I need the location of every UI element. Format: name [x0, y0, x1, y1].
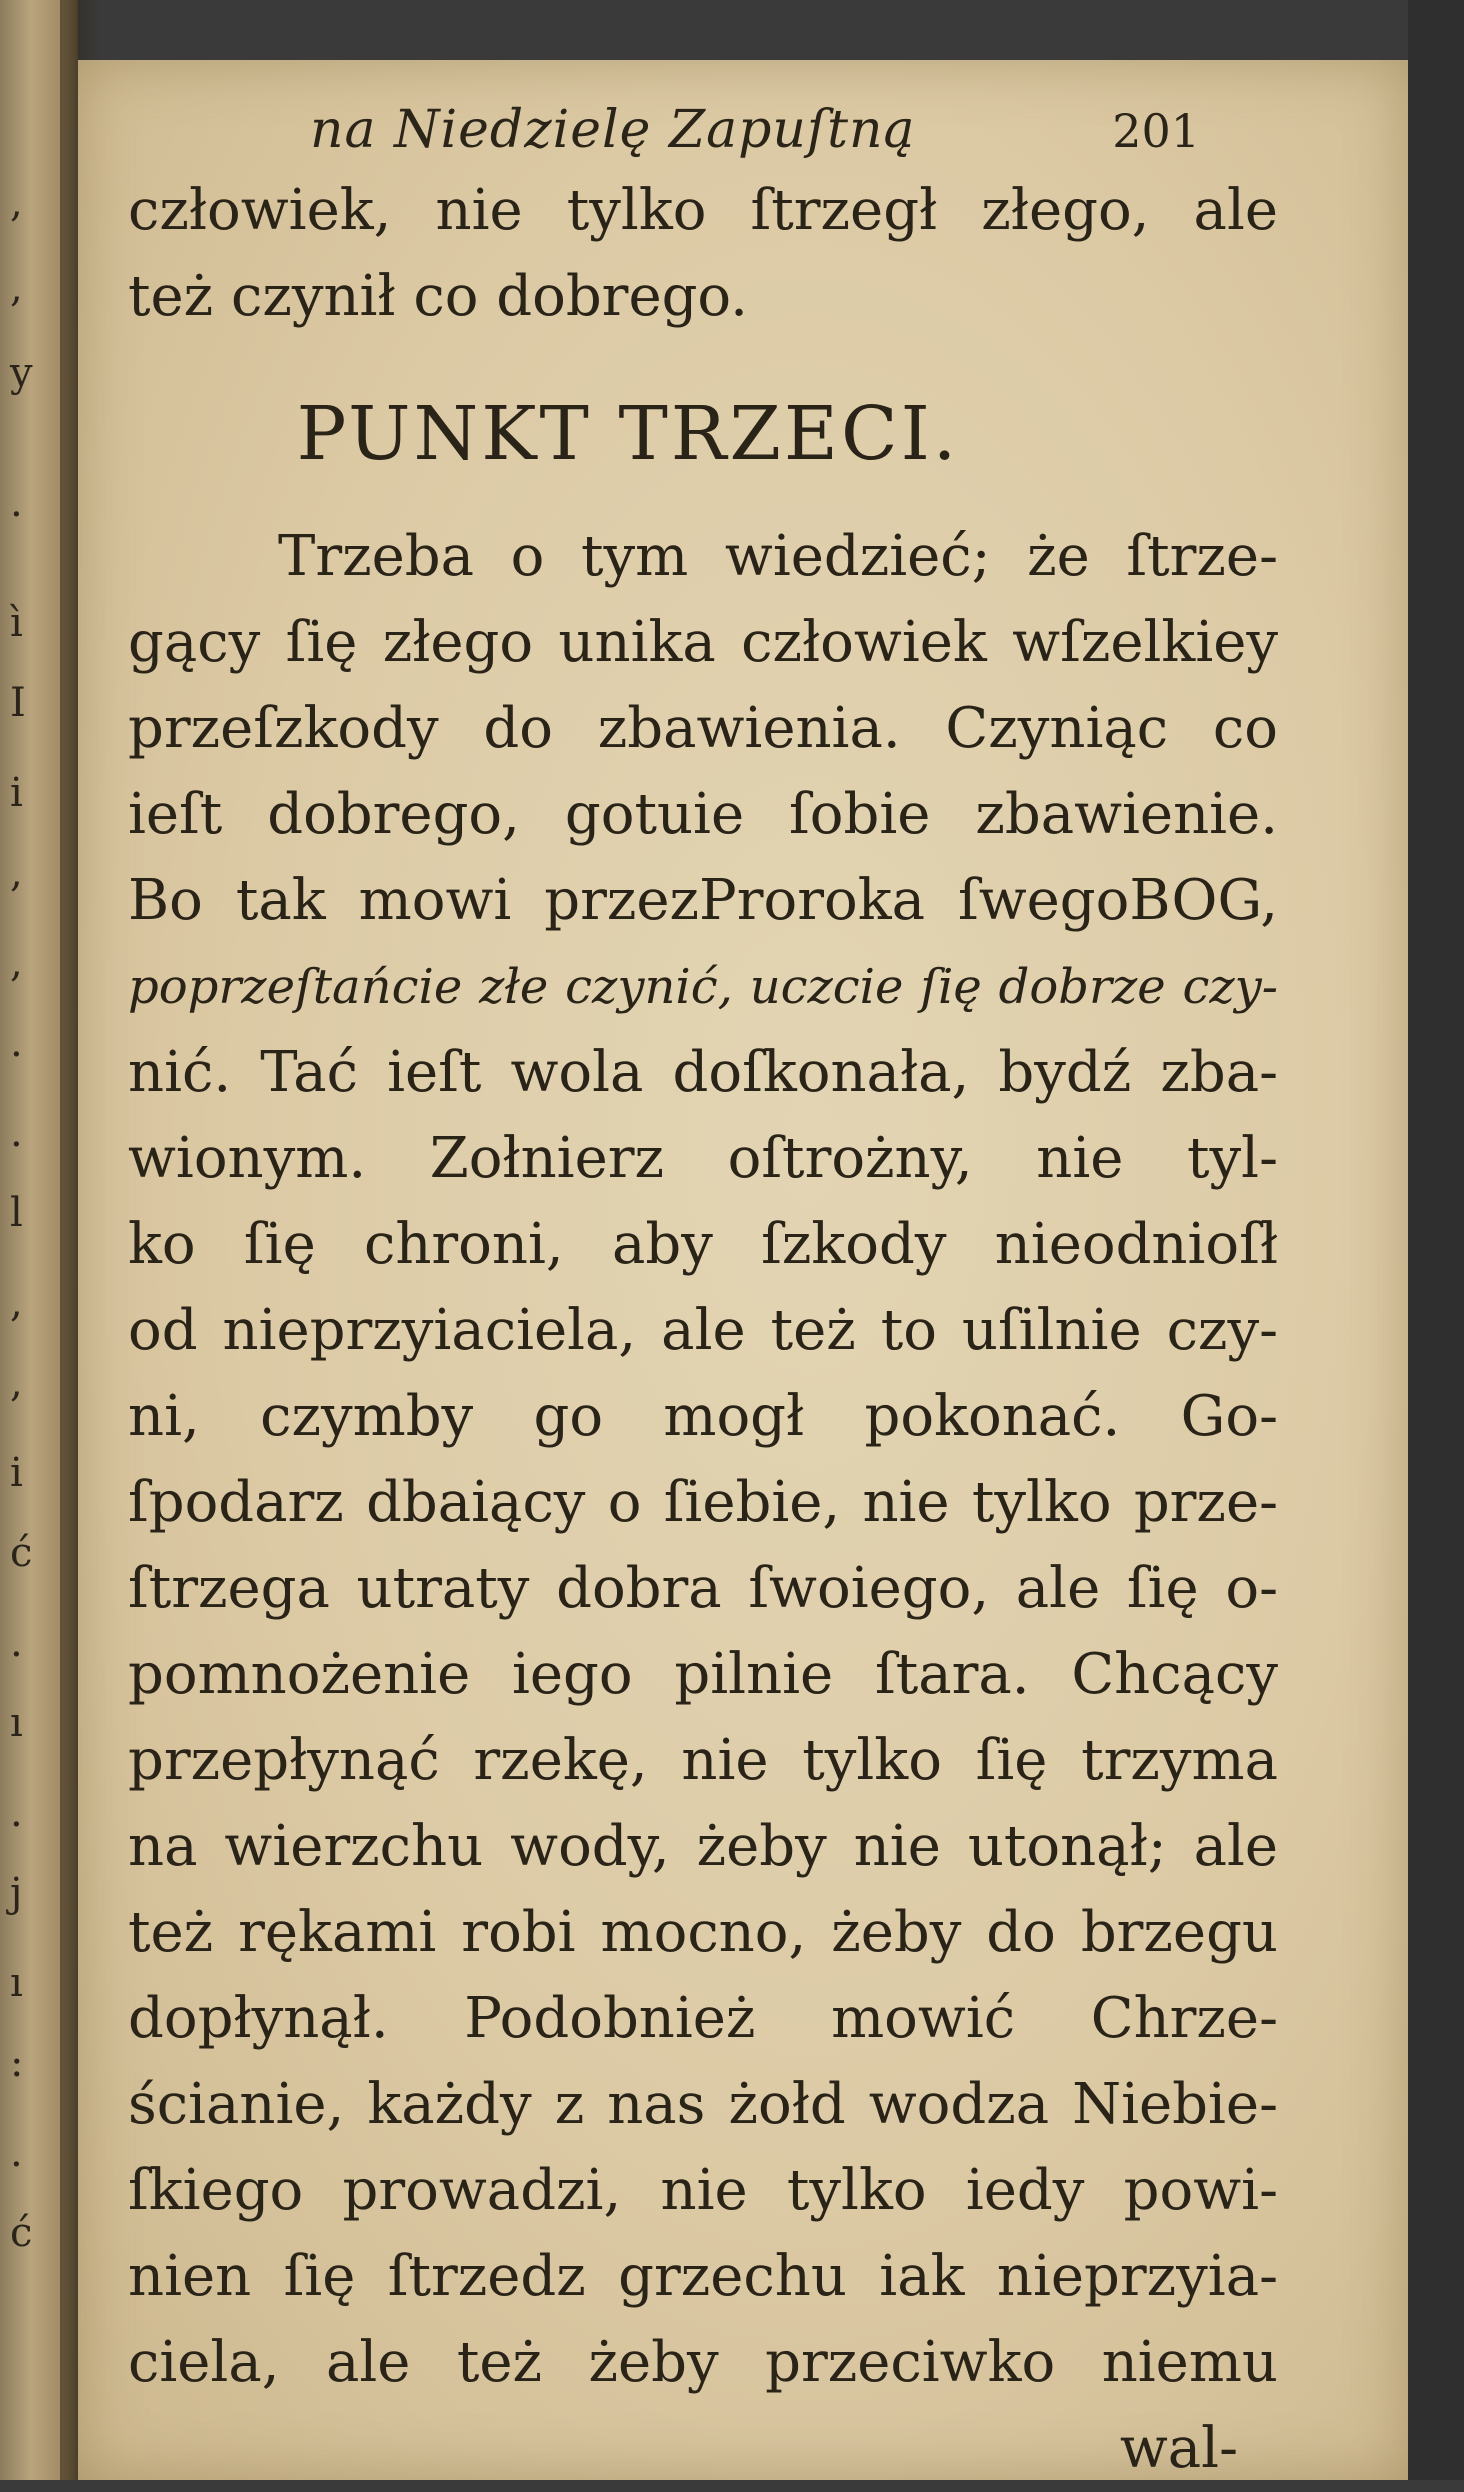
previous-page-fragment: l [10, 1190, 23, 1236]
previous-page-fragment: . [10, 1790, 23, 1836]
text-line: Trzeba o tym wiedzieć; że ſtrze- [278, 524, 1278, 589]
previous-page-fragment: j [10, 1870, 23, 1916]
previous-page-fragment: , [10, 265, 23, 311]
previous-page-fragment: I [10, 680, 26, 726]
text-line: Bo tak mowi przezProroka ſwegoBOG, [128, 868, 1278, 933]
text-line: ſpodarz dbaiący o ſiebie, nie tylko prze- [128, 1470, 1278, 1535]
text-line: przepłynąć rzekę, nie tylko ſię trzyma [128, 1728, 1278, 1793]
text-line: też czynił co dobrego. [128, 264, 748, 329]
previous-page-fragment: , [10, 1360, 23, 1406]
text-line: człowiek, nie tylko ſtrzegł złego, ale [128, 178, 1278, 243]
text-line: gący ſię złego unika człowiek wſzelkiey [128, 610, 1278, 675]
text-line: nić. Tać ieſt wola doſkonała, bydź zba- [128, 1040, 1278, 1105]
text-line: od nieprzyiaciela, ale też to uſilnie czy- [128, 1298, 1278, 1363]
text-line: ni, czymby go mogł pokonać. Go- [128, 1384, 1278, 1449]
previous-page-fragment: i [10, 1450, 23, 1496]
previous-page-fragment: , [10, 1280, 23, 1326]
previous-page-fragment: y [10, 350, 33, 396]
previous-page-fragment: ć [10, 2210, 33, 2256]
text-line: dopłynął. Podobnież mowić Chrze- [128, 1986, 1278, 2051]
previous-page-fragment: ć [10, 1530, 33, 1576]
text-line: nien ſię ſtrzedz grzechu iak nieprzyia- [128, 2244, 1278, 2309]
text-line: ſkiego prowadzi, nie tylko iedy powi- [128, 2158, 1278, 2223]
text-line: ſtrzega utraty dobra ſwoiego, ale ſię o- [128, 1556, 1278, 1621]
previous-page-fragment: ì [10, 600, 23, 646]
previous-page-fragment: , [10, 940, 23, 986]
previous-page-fragment: , [10, 850, 23, 896]
previous-page-fragment: ı [10, 1700, 23, 1746]
text-line: też rękami robi mocno, żeby do brzegu [128, 1900, 1278, 1965]
text-line: wionym. Zołnierz oſtrożny, nie tyl- [128, 1126, 1278, 1191]
text-line: pomnożenie iego pilnie ſtara. Chcący [128, 1642, 1278, 1707]
running-head: na Niedzielę Zapuſtną [310, 100, 916, 160]
text-line: ścianie, każdy z nas żołd wodza Niebie- [128, 2072, 1278, 2137]
catchword: wal- [1119, 2416, 1238, 2481]
previous-page-fragment: i [10, 770, 23, 816]
previous-page-fragment: : [10, 2040, 24, 2086]
text-line: ko ſię chroni, aby ſzkody nieodnioſł [128, 1212, 1278, 1277]
text-line: ieſt dobrego, gotuie ſobie zbawienie. [128, 782, 1278, 847]
previous-page-fragment: . [10, 1620, 23, 1666]
previous-page-fragment: , [10, 180, 23, 226]
text-line: ciela, ale też żeby przeciwko niemu [128, 2330, 1278, 2395]
text-line: na wierzchu wody, żeby nie utonął; ale [128, 1814, 1278, 1879]
page-number: 201 [1112, 104, 1200, 158]
text-line: przeſzkody do zbawienia. Czyniąc co [128, 696, 1278, 761]
previous-page-fragment: . [10, 480, 23, 526]
text-line-italic: poprzeſtańcie złe czynić, uczcie ſię dobrze czy- [128, 959, 1278, 1015]
body-text [128, 168, 1278, 2492]
previous-page-fragment: ı [10, 1960, 23, 2006]
previous-page-fragment: . [10, 1020, 23, 1066]
previous-page-fragment: . [10, 2130, 23, 2176]
scan-background [1408, 0, 1464, 2480]
previous-page-fragment: . [10, 1110, 23, 1156]
section-title: PUNKT TRZECI. [296, 391, 960, 477]
